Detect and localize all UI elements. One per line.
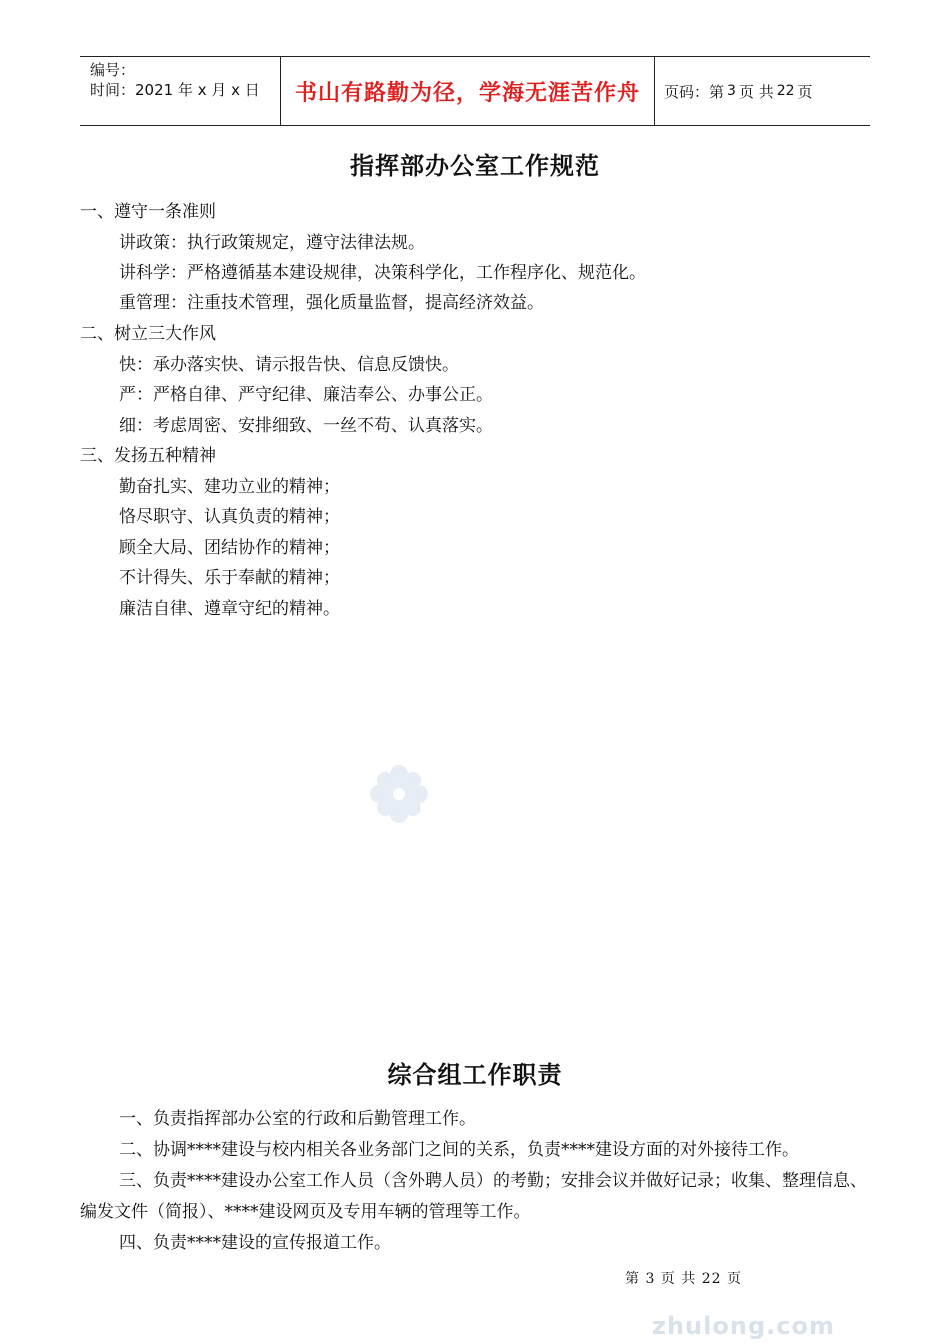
- list-item: 恪尽职守、认真负责的精神；: [119, 507, 340, 527]
- heading-1: 一、遵守一条准则: [80, 202, 216, 222]
- duty-paragraph: 一、负责指挥部办公室的行政和后勤管理工作。: [119, 1109, 476, 1129]
- list-item: 讲科学：严格遵循基本建设规律，决策科学化，工作程序化、规范化。: [119, 263, 646, 283]
- heading-2: 二、树立三大作风: [80, 324, 216, 344]
- header-meta-cell: [80, 57, 281, 125]
- list-item: 快：承办落实快、请示报告快、信息反馈快。: [119, 355, 459, 375]
- header-page-info: [655, 57, 870, 125]
- page-prefix: 页码：第: [664, 82, 725, 101]
- list-item: 严：严格自律、严守纪律、廉洁奉公、办事公正。: [119, 385, 493, 405]
- page-suffix: 页: [797, 82, 813, 101]
- page-mid: 页 共: [738, 82, 774, 101]
- section2-title: 综合组工作职责: [387, 1061, 563, 1089]
- list-item: 讲政策：执行政策规定，遵守法律法规。: [119, 233, 425, 253]
- time-label: 时间：2021 年 x 月 x 日: [90, 81, 260, 99]
- header-motto: 书山有路勤为径，学海无涯苦作舟: [281, 57, 655, 125]
- duty-paragraph: 三、负责****建设办公室工作人员（含外聘人员）的考勤；安排会议并做好记录；收集、整理信息、编发文件（简报）、****建设网页及专用车辆的管理等工作。: [80, 1171, 867, 1222]
- page-current: 3: [727, 83, 736, 99]
- list-item: 勤奋扎实、建功立业的精神；: [119, 477, 340, 497]
- heading-3: 三、发扬五种精神: [80, 446, 216, 466]
- section1-title: 指挥部办公室工作规范: [350, 152, 600, 180]
- watermark-text: zhulong.com: [652, 1312, 835, 1340]
- duty-paragraph: 四、负责****建设的宣传报道工作。: [119, 1233, 391, 1253]
- page-total: 22: [776, 83, 795, 99]
- watermark-flower-icon: [369, 764, 429, 824]
- number-label: 编号：: [90, 61, 136, 79]
- list-item: 廉洁自律、遵章守纪的精神。: [119, 599, 340, 619]
- list-item: 细：考虑周密、安排细致、一丝不苟、认真落实。: [119, 416, 493, 436]
- duty-paragraph: 二、协调****建设与校内相关各业务部门之间的关系，负责****建设方面的对外接待工作。: [119, 1140, 799, 1160]
- list-item: 不计得失、乐于奉献的精神；: [119, 568, 340, 588]
- page-footer: 第 3 页 共 22 页: [625, 1271, 742, 1287]
- list-item: 顾全大局、团结协作的精神；: [119, 538, 340, 558]
- document-header: [80, 56, 870, 126]
- list-item: 重管理：注重技术管理，强化质量监督，提高经济效益。: [119, 293, 544, 313]
